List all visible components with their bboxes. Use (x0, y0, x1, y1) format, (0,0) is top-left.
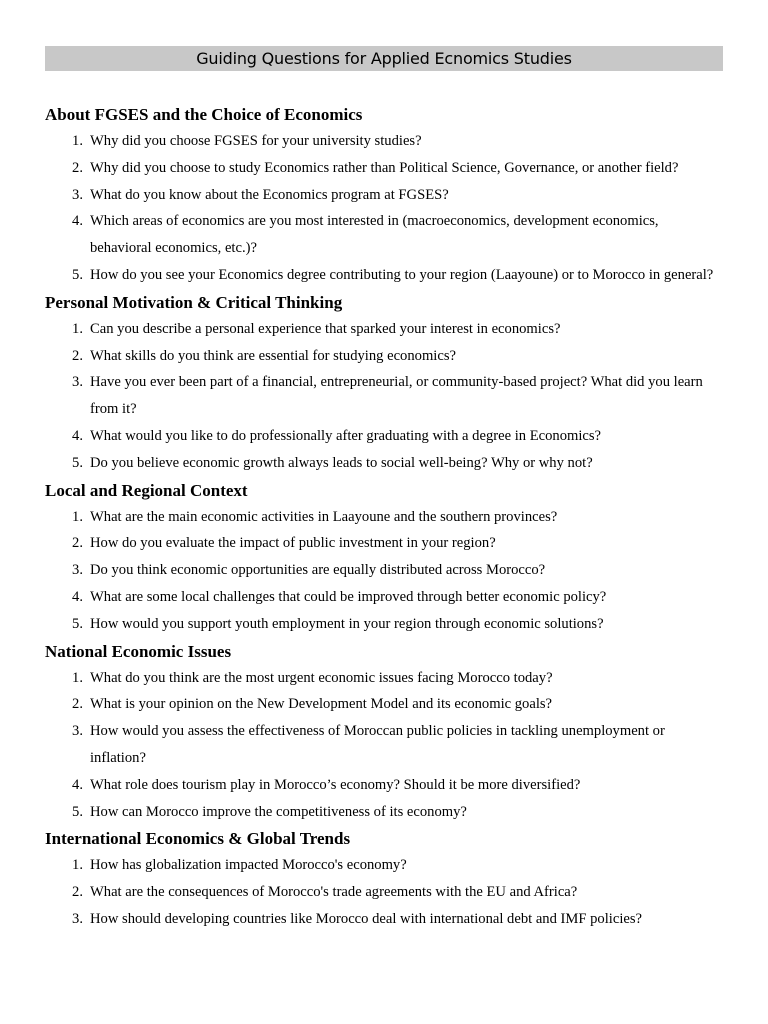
question-number: 3. (72, 910, 83, 927)
section (45, 477, 723, 638)
question-item (45, 879, 723, 906)
question-text: What are the consequences of Morocco's trade agreements with the EU and Africa? (90, 884, 578, 901)
question-number: 3. (72, 186, 83, 203)
question-item (45, 343, 723, 370)
question-item (45, 718, 723, 772)
question-list (45, 128, 723, 289)
question-text: What do you know about the Economics program at FGSES? (90, 186, 449, 203)
question-item (45, 530, 723, 557)
question-text: What role does tourism play in Morocco’s economy? Should it be more diversified? (90, 776, 581, 793)
question-text: How do you see your Economics degree contributing to your region (Laayoune) or to Morocco in general? (90, 266, 714, 283)
question-text: What is your opinion on the New Development Model and its economic goals? (90, 696, 553, 713)
question-number: 3. (72, 374, 83, 391)
question-number: 1. (72, 857, 83, 874)
question-number: 5. (72, 803, 83, 820)
question-text: How do you evaluate the impact of public investment in your region? (90, 535, 496, 552)
question-list (45, 852, 723, 932)
question-number: 2. (72, 159, 83, 176)
section-heading: National Economic Issues (45, 641, 232, 661)
question-number: 2. (72, 347, 83, 364)
question-item (45, 450, 723, 477)
question-text: How has globalization impacted Morocco's economy? (90, 857, 407, 874)
question-item (45, 584, 723, 611)
question-number: 1. (72, 133, 83, 149)
question-item (45, 665, 723, 692)
section-heading: Personal Motivation & Critical Thinking (45, 292, 343, 312)
question-item (45, 262, 723, 289)
question-text: How would you assess the effectiveness of Moroccan public policies in tackling unemployment or inflation? (90, 723, 665, 766)
question-text: What are the main economic activities in Laayoune and the southern provinces? (90, 508, 558, 525)
question-item (45, 906, 723, 933)
question-text: Do you believe economic growth always leads to social well-being? Why or why not? (90, 454, 593, 471)
question-number: 4. (72, 776, 83, 793)
section (45, 101, 723, 289)
question-number: 5. (72, 615, 83, 632)
question-item (45, 369, 723, 423)
question-item (45, 128, 723, 155)
document-title-bar (45, 46, 723, 71)
question-text: What skills do you think are essential for studying economics? (90, 347, 456, 364)
question-number: 1. (72, 320, 83, 337)
question-item (45, 208, 723, 262)
question-text: What do you think are the most urgent economic issues facing Morocco today? (90, 669, 553, 686)
question-list (45, 665, 723, 826)
section-heading: About FGSES and the Choice of Economics (45, 105, 363, 124)
document-title: Guiding Questions for Applied Ecnomics Studies (196, 49, 572, 68)
question-number: 2. (72, 535, 83, 552)
question-text: What are some local challenges that could be improved through better economic policy? (90, 588, 607, 605)
question-number: 2. (72, 884, 83, 901)
question-text: Why did you choose to study Economics rather than Political Science, Governance, or another field? (90, 159, 679, 176)
question-number: 4. (72, 588, 83, 605)
question-number: 5. (72, 454, 83, 471)
question-item (45, 691, 723, 718)
question-text: Do you think economic opportunities are equally distributed across Morocco? (90, 562, 546, 579)
question-list (45, 316, 723, 477)
question-item (45, 772, 723, 799)
question-text: How would you support youth employment in your region through economic solutions? (90, 615, 604, 632)
question-item (45, 155, 723, 182)
section (45, 638, 723, 826)
question-item (45, 799, 723, 826)
question-number: 4. (72, 427, 83, 444)
document-page (45, 46, 723, 933)
question-text: Which areas of economics are you most interested in (macroeconomics, development economics, behavioral economics, etc.)? (90, 213, 659, 257)
question-list (45, 504, 723, 638)
sections-container (45, 101, 723, 933)
question-number: 4. (72, 213, 83, 230)
question-text: How should developing countries like Morocco deal with international debt and IMF policies? (90, 910, 643, 927)
question-item (45, 182, 723, 209)
question-number: 3. (72, 723, 83, 740)
question-number: 1. (72, 508, 83, 525)
section-heading: Local and Regional Context (45, 480, 248, 500)
question-item (45, 611, 723, 638)
question-number: 5. (72, 266, 83, 283)
question-item (45, 316, 723, 343)
question-number: 3. (72, 562, 83, 579)
section (45, 825, 723, 932)
question-text: Have you ever been part of a financial, entrepreneurial, or community-based project? What did you learn from it? (90, 374, 703, 418)
question-item (45, 504, 723, 531)
section (45, 289, 723, 477)
section-heading: International Economics & Global Trends (45, 829, 351, 849)
question-item (45, 423, 723, 450)
question-item (45, 557, 723, 584)
question-item (45, 852, 723, 879)
question-text: How can Morocco improve the competitiveness of its economy? (90, 803, 467, 820)
question-number: 2. (72, 696, 83, 713)
question-number: 1. (72, 669, 83, 686)
question-text: Can you describe a personal experience that sparked your interest in economics? (90, 320, 561, 337)
question-text: What would you like to do professionally after graduating with a degree in Economics? (90, 427, 602, 444)
question-text: Why did you choose FGSES for your university studies? (90, 133, 422, 149)
